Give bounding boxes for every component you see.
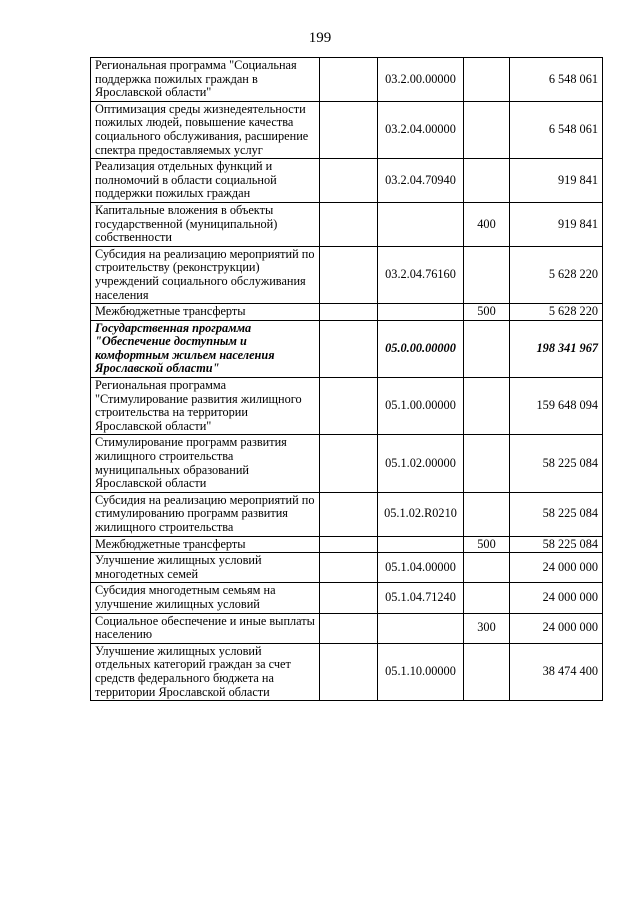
row-code-cell: 05.1.04.00000: [378, 553, 464, 583]
row-amount-cell: 58 225 084: [510, 492, 603, 536]
row-name-cell: Улучшение жилищных условий многодетных семей: [91, 553, 320, 583]
row-blank-cell: [320, 378, 378, 435]
table-row: [91, 435, 603, 492]
row-blank-cell: [320, 553, 378, 583]
row-code-cell: 05.1.00.00000: [378, 378, 464, 435]
row-kind-cell: 300: [464, 613, 510, 643]
row-kind-cell: [464, 320, 510, 377]
row-kind-cell: [464, 492, 510, 536]
row-kind-cell: [464, 583, 510, 613]
table-row: [91, 613, 603, 643]
row-code-cell: 05.1.10.00000: [378, 643, 464, 700]
table-row: [91, 101, 603, 158]
row-amount-cell: 24 000 000: [510, 583, 603, 613]
row-amount-cell: 58 225 084: [510, 435, 603, 492]
row-name-cell: Оптимизация среды жизнедеятельности пожилых людей, повышение качества социального обслуживания, расширение спектра предоставляемых услуг: [91, 101, 320, 158]
row-blank-cell: [320, 101, 378, 158]
row-code-cell: 05.1.02.R0210: [378, 492, 464, 536]
row-kind-cell: [464, 643, 510, 700]
table-row: [91, 553, 603, 583]
row-amount-cell: 6 548 061: [510, 101, 603, 158]
table-row: [91, 320, 603, 377]
row-amount-cell: 919 841: [510, 159, 603, 203]
row-blank-cell: [320, 58, 378, 102]
row-kind-cell: [464, 101, 510, 158]
row-kind-cell: [464, 159, 510, 203]
row-kind-cell: 400: [464, 202, 510, 246]
row-amount-cell: 159 648 094: [510, 378, 603, 435]
row-name-cell: Стимулирование программ развития жилищного строительства муниципальных образований Ярославской области: [91, 435, 320, 492]
row-blank-cell: [320, 613, 378, 643]
table-row: [91, 583, 603, 613]
row-amount-cell: 24 000 000: [510, 553, 603, 583]
row-kind-cell: [464, 553, 510, 583]
row-blank-cell: [320, 643, 378, 700]
table-row: [91, 643, 603, 700]
row-code-cell: 05.0.00.00000: [378, 320, 464, 377]
row-blank-cell: [320, 202, 378, 246]
table-row: [91, 304, 603, 321]
row-kind-cell: [464, 378, 510, 435]
row-name-cell: Субсидия многодетным семьям на улучшение жилищных условий: [91, 583, 320, 613]
row-amount-cell: 5 628 220: [510, 246, 603, 303]
row-blank-cell: [320, 320, 378, 377]
row-code-cell: 03.2.04.00000: [378, 101, 464, 158]
row-blank-cell: [320, 492, 378, 536]
row-name-cell: Региональная программа "Социальная поддержка пожилых граждан в Ярославской области": [91, 58, 320, 102]
row-blank-cell: [320, 536, 378, 553]
row-blank-cell: [320, 583, 378, 613]
row-code-cell: [378, 304, 464, 321]
row-blank-cell: [320, 304, 378, 321]
row-kind-cell: [464, 435, 510, 492]
row-name-cell: Капитальные вложения в объекты государственной (муниципальной) собственности: [91, 202, 320, 246]
row-amount-cell: 6 548 061: [510, 58, 603, 102]
row-amount-cell: 5 628 220: [510, 304, 603, 321]
table-row: [91, 378, 603, 435]
row-amount-cell: 198 341 967: [510, 320, 603, 377]
row-kind-cell: [464, 58, 510, 102]
table-row: [91, 58, 603, 102]
row-name-cell: Субсидия на реализацию мероприятий по стимулированию программ развития жилищного строительства: [91, 492, 320, 536]
row-name-cell: Социальное обеспечение и иные выплаты населению: [91, 613, 320, 643]
row-kind-cell: 500: [464, 536, 510, 553]
row-blank-cell: [320, 435, 378, 492]
row-amount-cell: 58 225 084: [510, 536, 603, 553]
row-kind-cell: [464, 246, 510, 303]
table-row: [91, 492, 603, 536]
row-name-cell: Межбюджетные трансферты: [91, 304, 320, 321]
row-amount-cell: 38 474 400: [510, 643, 603, 700]
row-code-cell: 05.1.02.00000: [378, 435, 464, 492]
budget-table: [90, 57, 603, 701]
row-code-cell: [378, 613, 464, 643]
row-code-cell: 03.2.00.00000: [378, 58, 464, 102]
row-code-cell: 03.2.04.76160: [378, 246, 464, 303]
row-amount-cell: 919 841: [510, 202, 603, 246]
row-code-cell: [378, 536, 464, 553]
row-name-cell: Субсидия на реализацию мероприятий по строительству (реконструкции) учреждений социального обслуживания населения: [91, 246, 320, 303]
row-code-cell: 05.1.04.71240: [378, 583, 464, 613]
row-name-cell: Улучшение жилищных условий отдельных категорий граждан за счет средств федерального бюджета на территории Ярославской области: [91, 643, 320, 700]
table-row: [91, 246, 603, 303]
budget-table-body: [91, 58, 603, 701]
row-name-cell: Государственная программа "Обеспечение доступным и комфортным жильем населения Ярославской области": [91, 320, 320, 377]
table-row: [91, 536, 603, 553]
row-amount-cell: 24 000 000: [510, 613, 603, 643]
row-name-cell: Межбюджетные трансферты: [91, 536, 320, 553]
row-code-cell: 03.2.04.70940: [378, 159, 464, 203]
row-blank-cell: [320, 246, 378, 303]
row-code-cell: [378, 202, 464, 246]
page-number: 199: [308, 30, 332, 46]
row-name-cell: Реализация отдельных функций и полномочий в области социальной поддержки пожилых граждан: [91, 159, 320, 203]
row-name-cell: Региональная программа "Стимулирование развития жилищного строительства на территории Ярославской области": [91, 378, 320, 435]
table-row: [91, 202, 603, 246]
row-blank-cell: [320, 159, 378, 203]
table-row: [91, 159, 603, 203]
row-kind-cell: 500: [464, 304, 510, 321]
